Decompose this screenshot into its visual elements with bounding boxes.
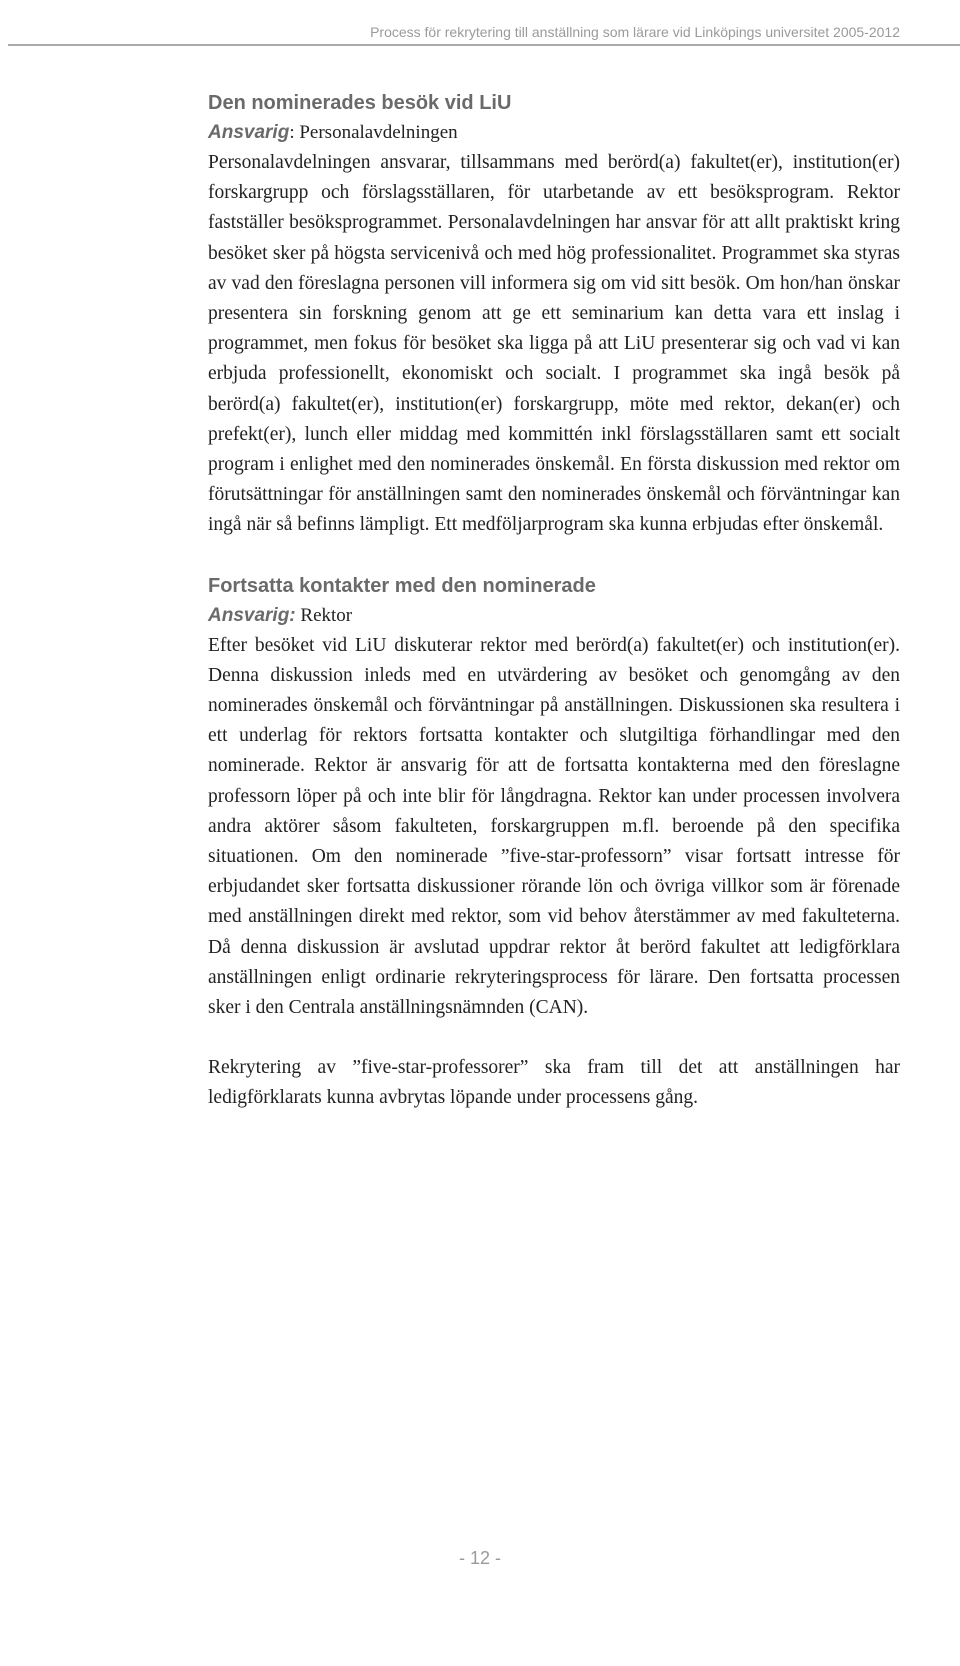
header-rule bbox=[8, 44, 960, 46]
section-body: Personalavdelningen ansvarar, tillsammans med berörd(a) fakultet(er), institution(er) forskargrupp och förslagsställaren, för utarbetande av ett besöksprogram. Rektor fastställer besöksprogrammet. Personalavdelningen har ansvar för att allt praktiskt kring besöket sker på högsta servicenivå och med hög professionalitet. Programmet ska styras av vad den föreslagna personen vill informera sig om vid sitt besök. Om hon/han önskar presentera sin forskning genom att ge ett seminarium kan detta vara ett inslag i programmet, men fokus för besöket ska ligga på att LiU presenterar sig och vad vi kan erbjuda professionellt, ekonomiskt och socialt. I programmet ska ingå besök på berörd(a) fakultet(er), institution(er) forskargrupp, möte med rektor, dekan(er) och prefekt(er), lunch eller middag med kommittén inkl förslagsställaren samt ett socialt program i enlighet med den nominerades önskemål. En första diskussion med rektor om förutsättningar för anställningen samt den nominerades önskemål och förväntningar kan ingå när så befinns lämpligt. Ett medföljarprogram ska kunna erbjudas efter önskemål. bbox=[208, 152, 900, 536]
responsible-separator: : bbox=[289, 122, 295, 143]
page-content bbox=[208, 88, 900, 1114]
page-number: - 12 - bbox=[458, 1548, 501, 1568]
responsible-value: Personalavdelningen bbox=[294, 122, 458, 143]
section-heading: Den nominerades besök vid LiU bbox=[208, 92, 512, 114]
section-continued-contacts bbox=[208, 571, 900, 1024]
running-header: Process för rekrytering till anställning som lärare vid Linköpings universitet 2005-2012 bbox=[370, 24, 900, 40]
section-heading: Fortsatta kontakter med den nominerade bbox=[208, 574, 596, 597]
responsible-value: Rektor bbox=[295, 604, 353, 626]
section-body: Efter besöket vid LiU diskuterar rektor med berörd(a) fakultet(er) och institution(er). Denna diskussion inleds med en utvärdering av besöket och genomgång av den nominerades önskemål och förväntningar på anställningen. Diskussionen ska resultera i ett underlag för rektors fortsatta kontakter och slutgiltiga förhandlingar med den nominerade. Rektor är ansvarig för att de fortsatta kontakterna med den föreslagne professorn löper på och inte blir för långdragna. Rektor kan under processen involvera andra aktörer såsom fakulteten, forskargruppen m.fl. beroende på den specifika situationen. Om den nominerade ”five-star-professorn” visar fortsatt intresse för erbjudandet sker fortsatta diskussioner rörande lön och övriga villkor som är förenade med anställningen direkt med rektor, som vid behov återstämmer av med fakulteterna. Då denna diskussion är avslutad uppdrar rektor åt berörd fakultet att ledigförklara anställningen enligt ordinarie rekryteringsprocess för lärare. Den fortsatta processen sker i den Centrala anställningsnämnden (CAN). bbox=[208, 634, 900, 1019]
closing-paragraph: Rekrytering av ”five-star-professorer” ska fram till det att anställningen har ledigförklarats kunna avbrytas löpande under processens gång. bbox=[208, 1057, 900, 1109]
responsible-line bbox=[208, 118, 900, 148]
responsible-label: Ansvarig: bbox=[208, 604, 296, 626]
section-visit bbox=[208, 88, 900, 541]
responsible-line bbox=[208, 601, 900, 631]
responsible-label: Ansvarig bbox=[208, 122, 290, 143]
